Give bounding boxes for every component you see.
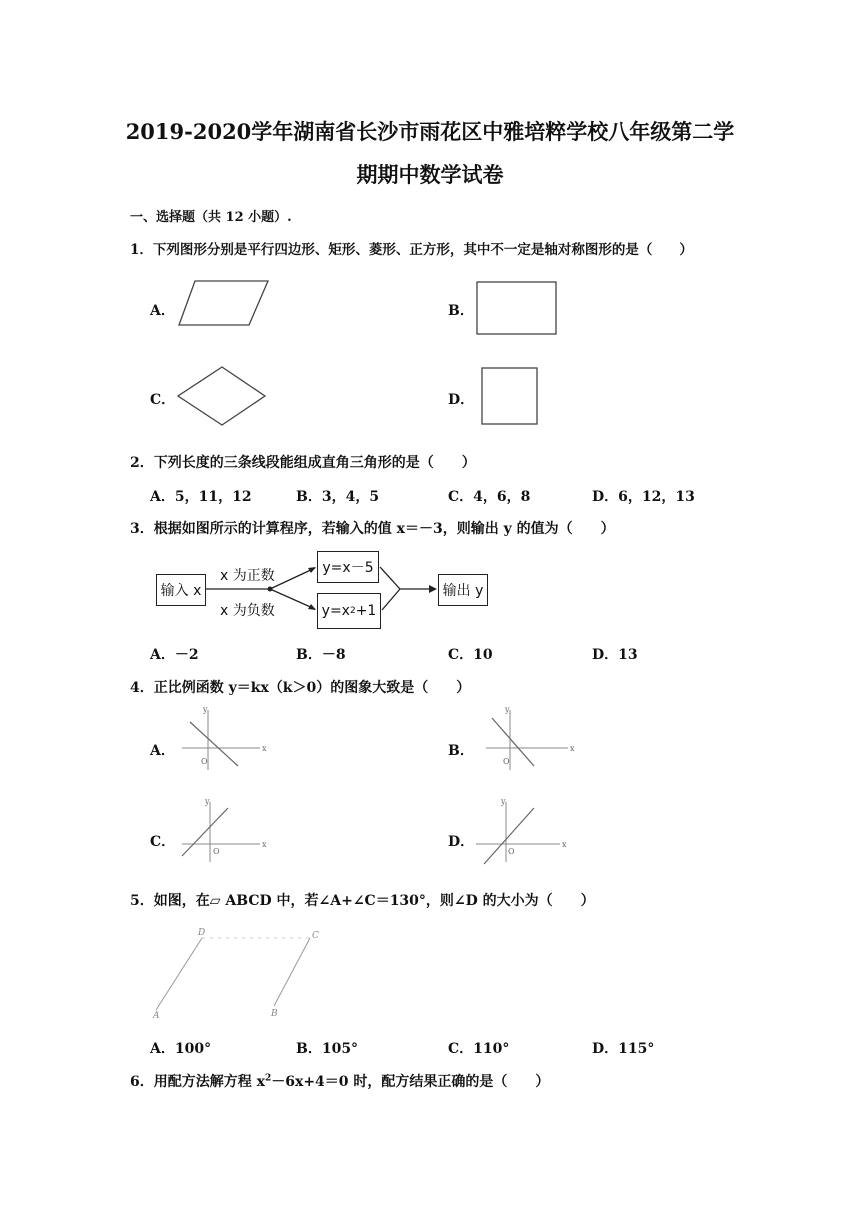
page-title-line2: 期期中数学试卷: [356, 162, 504, 187]
flow-formula-bottom: [317, 593, 381, 629]
flow-formula-top: y=x－5: [317, 551, 379, 583]
q6-text-start: 6．用配方法解方程 x: [130, 1074, 265, 1090]
question-6-text: [130, 1071, 549, 1091]
q4d-y-label: y: [501, 797, 506, 806]
flowchart: [150, 545, 490, 635]
q1-option-c[interactable]: C．: [150, 392, 176, 408]
q4b-origin: O: [503, 757, 510, 766]
page-title-line1: 2019-2020学年湖南省长沙市雨花区中雅培粹学校八年级第二学: [125, 119, 735, 144]
q4b-y-label: y: [505, 705, 510, 714]
flow-positive-label: x 为正数: [220, 568, 275, 584]
q2-option-d[interactable]: D．6，12，13: [592, 489, 695, 505]
flow-output-box: 输出 y: [438, 574, 488, 606]
vertex-c-label: C: [312, 931, 319, 941]
vertex-d-label: D: [198, 928, 206, 938]
q2-option-b[interactable]: B．3，4，5: [296, 489, 380, 505]
q4b-x-label: x: [570, 744, 575, 753]
question-1-text: 1．下列图形分别是平行四边形、矩形、菱形、正方形，其中不一定是轴对称图形的是（ ）: [130, 242, 693, 258]
rectangle-figure: [474, 279, 560, 337]
q3-option-c[interactable]: C．10: [448, 647, 493, 663]
q1-option-a[interactable]: A．: [150, 303, 175, 319]
formula-bottom-exponent: 2: [349, 606, 356, 616]
q4a-x-label: x: [262, 744, 267, 753]
parallelogram-figure: [175, 278, 275, 330]
q6-text-end: －6x+4＝0 时，配方结果正确的是（ ）: [271, 1074, 550, 1090]
q6-exponent: 2: [264, 1073, 272, 1084]
vertex-b-label: B: [271, 1009, 278, 1019]
q3-option-d[interactable]: D．13: [592, 647, 638, 663]
q1-option-d[interactable]: D．: [448, 392, 475, 408]
question-3-text: 3．根据如图所示的计算程序，若输入的值 x＝－3，则输出 y 的值为（ ）: [130, 521, 615, 537]
q5-option-d[interactable]: D．115°: [592, 1041, 655, 1057]
q4-graph-c: [178, 796, 268, 866]
flow-negative-label: x 为负数: [220, 603, 275, 619]
q4c-origin: O: [213, 847, 220, 856]
formula-bottom-rest: +1: [355, 603, 377, 619]
q4-graph-a: [178, 704, 268, 774]
q3-option-b[interactable]: B．－8: [296, 647, 346, 663]
q4a-y-label: y: [203, 705, 208, 714]
q4a-origin: O: [201, 757, 208, 766]
q4c-x-label: x: [262, 840, 267, 849]
question-4-text: 4．正比例函数 y＝kx（k＞0）的图象大致是（ ）: [130, 680, 471, 696]
q4-option-c[interactable]: C．: [150, 834, 176, 850]
square-figure: [477, 365, 541, 427]
q4-option-d[interactable]: D．: [448, 834, 475, 850]
q4-option-a[interactable]: A．: [150, 743, 175, 759]
q4c-y-label: y: [205, 797, 210, 806]
q4d-x-label: x: [562, 840, 567, 849]
q2-option-c[interactable]: C．4，6，8: [448, 489, 531, 505]
q3-option-a[interactable]: A．－2: [150, 647, 199, 663]
rhombus-figure: [175, 364, 269, 428]
formula-bottom-base: y=x: [321, 603, 350, 619]
q4-graph-b: [480, 704, 580, 774]
q4-option-b[interactable]: B．: [448, 743, 474, 759]
parallelogram-abcd-figure: [150, 922, 330, 1022]
q4d-origin: O: [508, 847, 515, 856]
q5-option-c[interactable]: C．110°: [448, 1041, 510, 1057]
q2-option-a[interactable]: A．5，11，12: [150, 489, 252, 505]
q5-option-b[interactable]: B．105°: [296, 1041, 359, 1057]
vertex-a-label: A: [153, 1011, 160, 1021]
question-2-text: 2．下列长度的三条线段能组成直角三角形的是（ ）: [130, 455, 476, 471]
question-5-text: 5．如图，在▱ ABCD 中，若∠A+∠C＝130°，则∠D 的大小为（ ）: [130, 893, 595, 909]
q5-option-a[interactable]: A．100°: [150, 1041, 212, 1057]
q1-option-b[interactable]: B．: [448, 303, 474, 319]
flow-input-box: 输入 x: [156, 574, 206, 606]
q4-graph-d: [470, 796, 570, 866]
section-heading: 一、选择题（共 12 小题）.: [130, 210, 292, 225]
